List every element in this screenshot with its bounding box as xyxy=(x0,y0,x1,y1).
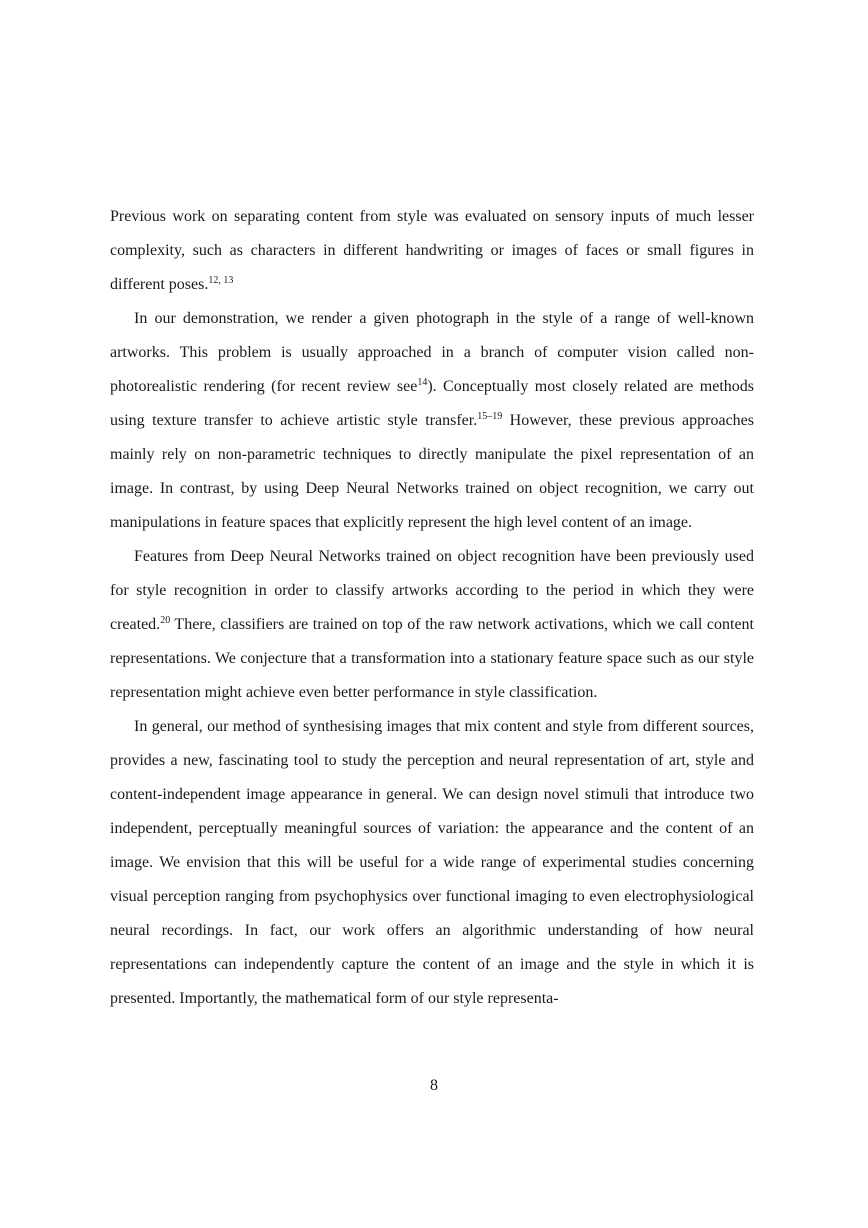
paragraph-text: ). Conceptually most closely related are methods using texture transfer to achieve artistic style transfer. xyxy=(110,378,754,429)
citation-ref: 20 xyxy=(160,615,171,626)
page-number: 8 xyxy=(430,1077,438,1094)
paragraph-text: Features from Deep Neural Networks trained on object recognition have been previously used for style recognition in order to classify artworks according to the period in which they were created. xyxy=(110,548,754,633)
citation-ref: 12, 13 xyxy=(208,275,234,286)
paragraph-style-recognition xyxy=(110,540,754,710)
paragraph-text: Previous work on separating content from style was evaluated on sensory inputs of much lesser complexity, such as characters in different handwriting or images of faces or small figures in different poses. xyxy=(110,208,754,293)
citation-ref: 14 xyxy=(417,377,428,388)
paragraph-text: In our demonstration, we render a given photograph in the style of a range of well-known artworks. This problem is usually approached in a branch of computer vision called non-photorealistic rendering (for recent review see xyxy=(110,310,754,395)
paragraph-text: In general, our method of synthesising images that mix content and style from different sources, provides a new, fascinating tool to study the perception and neural representation of art, style and content-independent image appearance in general. We can design novel stimuli that introduce two independent, perceptually meaningful sources of variation: the appearance and the content of an image. We envision that this will be useful for a wide range of experimental studies concerning visual perception ranging from psychophysics over functional imaging to even electrophysiological neural recordings. In fact, our work offers an algorithmic understanding of how neural representations can independently capture the content of an image and the style in which it is presented. Importantly, the mathematical form of our style representa- xyxy=(110,718,754,1007)
citation-ref: 15–19 xyxy=(477,411,503,422)
paragraph-general xyxy=(110,710,754,1016)
paragraph-prior-work xyxy=(110,200,754,302)
paragraph-demonstration xyxy=(110,302,754,540)
page-body xyxy=(110,200,754,1016)
paragraph-text: There, classifiers are trained on top of the raw network activations, which we call content representations. We conjecture that a transformation into a stationary feature space such as our style representation might achieve even better performance in style classification. xyxy=(110,616,754,701)
paragraph-text: However, these previous approaches mainly rely on non-parametric techniques to directly manipulate the pixel representation of an image. In contrast, by using Deep Neural Networks trained on object recognition, we carry out manipulations in feature spaces that explicitly represent the high level content of an image. xyxy=(110,412,755,531)
